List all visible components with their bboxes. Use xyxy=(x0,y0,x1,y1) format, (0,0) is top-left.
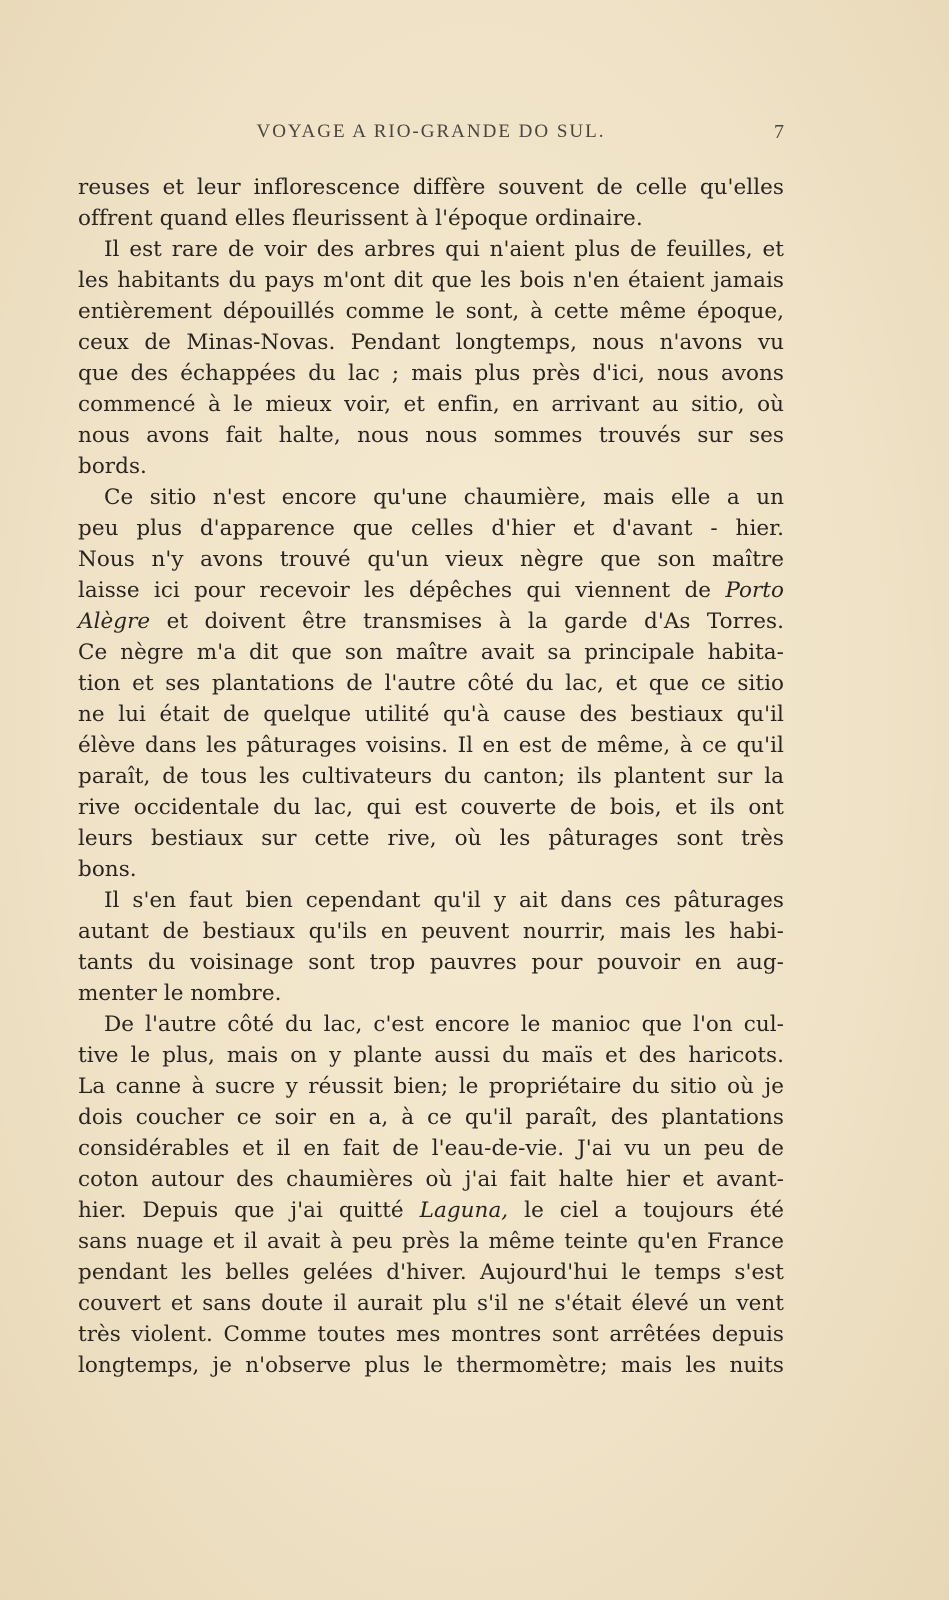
text-line: La canne à sucre y réussit bien; le propriétaire du sitio où je xyxy=(78,1074,784,1099)
text-line: autant de bestiaux qu'ils en peuvent nourrir, mais les habi- xyxy=(78,919,784,944)
text-run: le ciel a toujours été xyxy=(524,1198,784,1223)
running-title: VOYAGE A RIO-GRANDE DO SUL. xyxy=(256,121,606,142)
text-line: Ce nègre m'a dit que son maître avait sa principale habita- xyxy=(78,640,784,665)
text-line: les habitants du pays m'ont dit que les bois n'en étaient jamais xyxy=(78,268,784,293)
text-run: et doivent être transmises à la garde d'As Torres. xyxy=(166,609,784,634)
text-line: pendant les belles gelées d'hiver. Aujourd'hui le temps s'est xyxy=(78,1260,784,1285)
text-line: Il s'en faut bien cependant qu'il y ait dans ces pâturages xyxy=(104,888,784,913)
text-line: élève dans les pâturages voisins. Il en est de même, à ce qu'il xyxy=(78,733,784,758)
text-run: laisse ici pour recevoir les dépêches qui viennent de xyxy=(78,578,712,603)
text-line: couvert et sans doute il aurait plu s'il ne s'était élevé un vent xyxy=(78,1291,784,1316)
page-number: 7 xyxy=(774,121,784,143)
text-line: peu plus d'apparence que celles d'hier et d'avant - hier. xyxy=(78,516,784,541)
text-line: nous avons fait halte, nous nous sommes trouvés sur ses xyxy=(78,423,784,448)
text-line: coton autour des chaumières où j'ai fait halte hier et avant- xyxy=(78,1167,784,1192)
text-line: longtemps, je n'observe plus le thermomètre; mais les nuits xyxy=(78,1353,784,1378)
text-line: sans nuage et il avait à peu près la même teinte qu'en France xyxy=(78,1229,784,1254)
text-line: tive le plus, mais on y plante aussi du maïs et des haricots. xyxy=(78,1043,784,1068)
text-line: dois coucher ce soir en a, à ce qu'il paraît, des plantations xyxy=(78,1105,784,1130)
text-line: Nous n'y avons trouvé qu'un vieux nègre que son maître xyxy=(78,547,784,572)
text-line xyxy=(78,1195,784,1226)
text-line xyxy=(78,606,784,637)
italic-place-name: Laguna, xyxy=(419,1198,509,1223)
text-line: très violent. Comme toutes mes montres sont arrêtées depuis xyxy=(78,1322,784,1347)
text-line: menter le nombre. xyxy=(78,981,282,1006)
text-line: bords. xyxy=(78,454,147,479)
text-line: Ce sitio n'est encore qu'une chaumière, mais elle a un xyxy=(104,485,784,510)
text-line: paraît, de tous les cultivateurs du canton; ils plantent sur la xyxy=(78,764,784,789)
text-line: offrent quand elles fleurissent à l'époque ordinaire. xyxy=(78,206,643,231)
italic-place-name: Alègre xyxy=(78,609,151,634)
text-line: entièrement dépouillés comme le sont, à cette même époque, xyxy=(78,299,784,324)
text-line: tion et ses plantations de l'autre côté du lac, et que ce sitio xyxy=(78,671,784,696)
text-line: commencé à le mieux voir, et enfin, en arrivant au sitio, où xyxy=(78,392,784,417)
text-run: hier. Depuis que j'ai quitté xyxy=(78,1198,404,1223)
text-line: rive occidentale du lac, qui est couverte de bois, et ils ont xyxy=(78,795,784,820)
text-line: Il est rare de voir des arbres qui n'aient plus de feuilles, et xyxy=(104,237,784,262)
text-line: que des échappées du lac ; mais plus près d'ici, nous avons xyxy=(78,361,784,386)
text-line xyxy=(78,575,784,606)
text-line: considérables et il en fait de l'eau-de-vie. J'ai vu un peu de xyxy=(78,1136,784,1161)
text-line: bons. xyxy=(78,857,137,882)
italic-place-name: Porto xyxy=(725,578,784,603)
text-line: tants du voisinage sont trop pauvres pour pouvoir en aug- xyxy=(78,950,784,975)
text-line: ne lui était de quelque utilité qu'à cause des bestiaux qu'il xyxy=(78,702,784,727)
text-line: reuses et leur inflorescence diffère souvent de celle qu'elles xyxy=(78,175,784,200)
text-line: leurs bestiaux sur cette rive, où les pâturages sont très xyxy=(78,826,784,851)
text-line: De l'autre côté du lac, c'est encore le manioc que l'on cul- xyxy=(104,1012,784,1037)
text-line: ceux de Minas-Novas. Pendant longtemps, nous n'avons vu xyxy=(78,330,784,355)
body-text xyxy=(78,172,784,1381)
running-head xyxy=(78,121,784,149)
